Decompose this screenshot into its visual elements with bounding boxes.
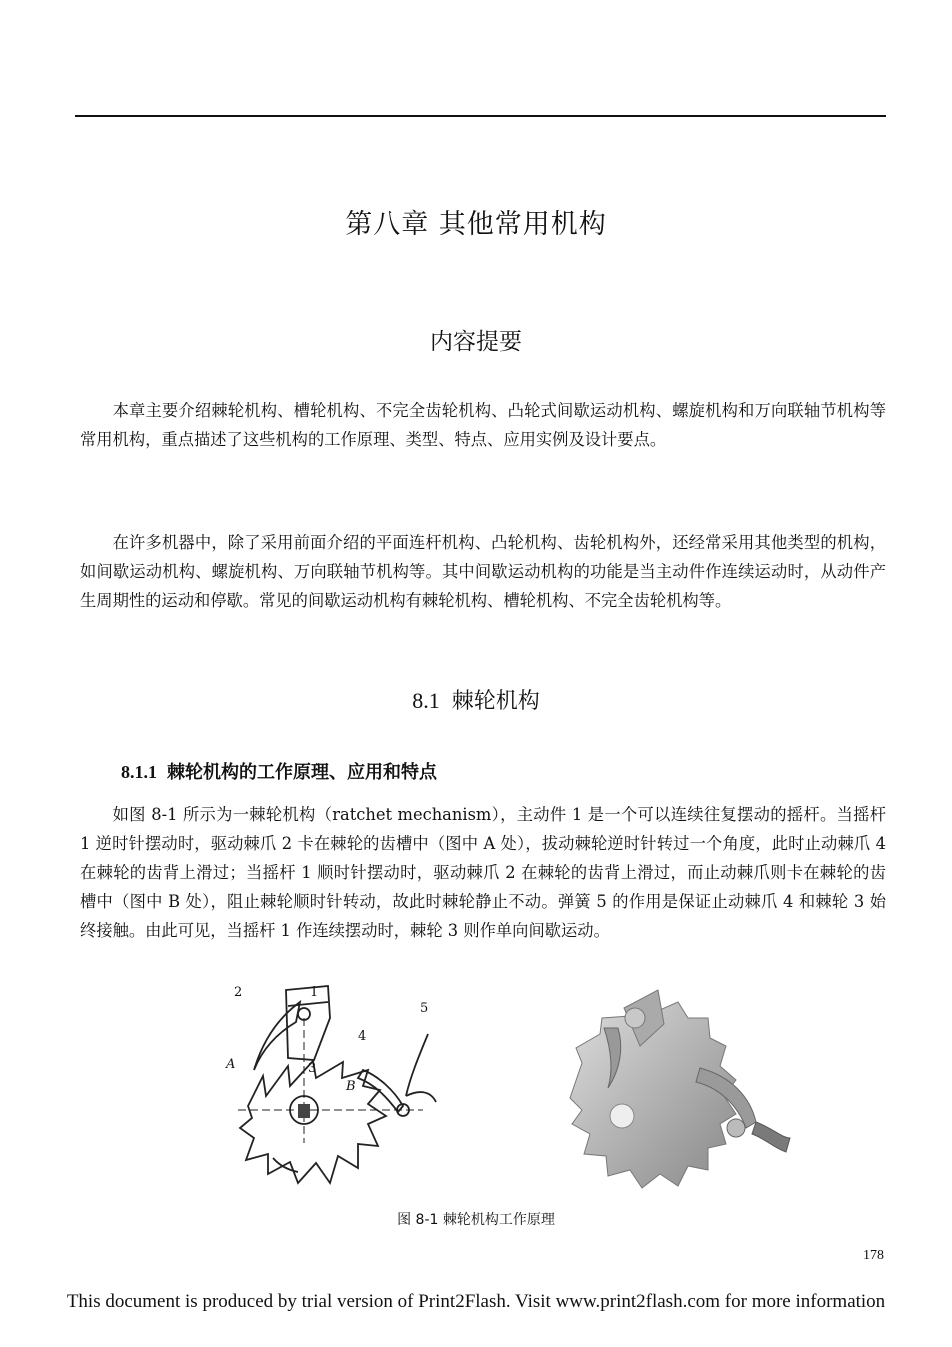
label-5: 5 [420,1001,429,1016]
body-paragraph: 如图 8-1 所示为一棘轮机构（ratchet mechanism），主动件 1 是一个可以连续往复摆动的摇杆。当摇杆 1 逆时针摆动时，驱动棘爪 2 卡在棘轮的齿槽中（图中 A 处），拔动棘轮逆时针转过一个角度，此时止动棘爪 4 在棘轮的齿背上滑过；当摇杆 1 顺时针摆动时，驱动棘爪 2 在棘轮的齿背上滑过，而止动棘爪则卡在棘轮的齿槽中（图中 B 处），阻止棘轮顺时针转动，故此时棘轮静止不动。弹簧 5 的作用是保证止动棘爪 4 和棘轮 3 始终接触。由此可见，当摇杆 1 作连续摆动时，棘轮 3 则作单向间歇运动。 [80,805,886,940]
section-heading [0,684,952,715]
label-2: 2 [234,985,243,1000]
ratchet-schematic-figure [218,978,443,1200]
label-1: 1 [310,985,319,1000]
section-number: 8.1 [412,688,440,713]
page-number: 178 [863,1248,884,1263]
intro-paragraph: 在许多机器中，除了采用前面介绍的平面连杆机构、凸轮机构、齿轮机构外，还经常采用其他类型的机构，如间歇运动机构、螺旋机构、万向联轴节机构等。其中间歇运动机构的功能是当主动件作连续运动时，从动件产生周期性的运动和停歇。常见的间歇运动机构有棘轮机构、槽轮机构、不完全齿轮机构等。 [80,533,886,610]
header-rule [75,115,886,117]
label-3: 3 [308,1061,317,1076]
label-B: B [346,1079,356,1094]
summary-heading: 内容提要 [430,329,522,355]
label-4: 4 [358,1029,367,1044]
label-A: A [226,1057,236,1072]
chapter-title: 第八章 其他常用机构 [345,209,607,240]
summary-paragraph: 本章主要介绍棘轮机构、槽轮机构、不完全齿轮机构、凸轮式间歇运动机构、螺旋机构和万向联轴节机构等常用机构，重点描述了这些机构的工作原理、类型、特点、应用实例及设计要点。 [80,401,886,449]
subsection-heading [121,758,437,784]
subsection-number: 8.1.1 [121,762,157,782]
ratchet-3d-figure [560,988,800,1200]
trial-footer: This document is produced by trial version of Print2Flash. Visit www.print2flash.com for more information [66,1291,886,1312]
subsection-title: 棘轮机构的工作原理、应用和特点 [167,762,437,783]
figure-caption: 图 8-1 棘轮机构工作原理 [397,1212,555,1228]
section-title: 棘轮机构 [451,689,540,714]
